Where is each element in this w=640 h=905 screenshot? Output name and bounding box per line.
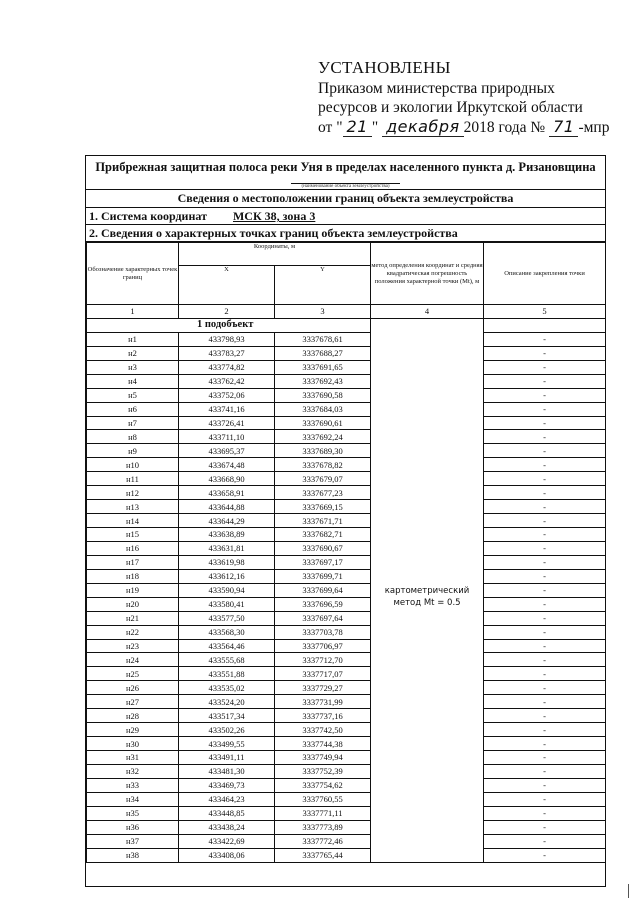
point-description: - bbox=[484, 681, 606, 695]
coord-x: 433464,23 bbox=[179, 792, 275, 806]
subobject-row bbox=[87, 318, 606, 332]
point-id: н7 bbox=[87, 416, 179, 430]
point-id: н33 bbox=[87, 778, 179, 792]
coord-y: 3337737,16 bbox=[275, 709, 371, 723]
coord-y: 3337678,82 bbox=[275, 458, 371, 472]
point-description: - bbox=[484, 569, 606, 583]
point-description: - bbox=[484, 402, 606, 416]
table-row bbox=[87, 528, 606, 542]
coord-y: 3337731,99 bbox=[275, 695, 371, 709]
coord-x: 433638,89 bbox=[179, 528, 275, 542]
point-id: н23 bbox=[87, 639, 179, 653]
coord-x: 433783,27 bbox=[179, 346, 275, 360]
point-id: н3 bbox=[87, 360, 179, 374]
col-y-header: Y bbox=[275, 266, 371, 305]
coord-x: 433711,10 bbox=[179, 430, 275, 444]
coord-y: 3337669,15 bbox=[275, 500, 371, 514]
table-row bbox=[87, 764, 606, 778]
point-id: н35 bbox=[87, 806, 179, 820]
point-description: - bbox=[484, 723, 606, 737]
coord-y: 3337749,94 bbox=[275, 751, 371, 765]
table-row bbox=[87, 444, 606, 458]
point-description: - bbox=[484, 346, 606, 360]
point-id: н36 bbox=[87, 820, 179, 834]
table-row bbox=[87, 416, 606, 430]
coord-y: 3337765,44 bbox=[275, 848, 371, 862]
table-row bbox=[87, 360, 606, 374]
coord-x: 433481,30 bbox=[179, 764, 275, 778]
point-id: н2 bbox=[87, 346, 179, 360]
coord-x: 433502,26 bbox=[179, 723, 275, 737]
coord-x: 433631,81 bbox=[179, 541, 275, 555]
table-row bbox=[87, 695, 606, 709]
point-id: н14 bbox=[87, 514, 179, 528]
point-description: - bbox=[484, 764, 606, 778]
table-row bbox=[87, 792, 606, 806]
order-line bbox=[318, 117, 618, 137]
coord-y: 3337754,62 bbox=[275, 778, 371, 792]
point-description: - bbox=[484, 541, 606, 555]
point-description: - bbox=[484, 458, 606, 472]
table-row bbox=[87, 500, 606, 514]
subobject-label: 1 подобъект bbox=[87, 318, 371, 332]
coord-x: 433741,16 bbox=[179, 402, 275, 416]
coord-y: 3337690,61 bbox=[275, 416, 371, 430]
coord-y: 3337760,55 bbox=[275, 792, 371, 806]
coord-y: 3337688,27 bbox=[275, 346, 371, 360]
table-row bbox=[87, 709, 606, 723]
point-id: н32 bbox=[87, 764, 179, 778]
coord-y: 3337744,38 bbox=[275, 737, 371, 751]
table-row bbox=[87, 737, 606, 751]
table-row bbox=[87, 430, 606, 444]
order-quote: " bbox=[371, 119, 379, 136]
table-row bbox=[87, 681, 606, 695]
coord-x: 433695,37 bbox=[179, 444, 275, 458]
coord-y: 3337729,27 bbox=[275, 681, 371, 695]
coord-x: 433491,11 bbox=[179, 751, 275, 765]
object-header bbox=[86, 156, 605, 190]
point-id: н15 bbox=[87, 528, 179, 542]
boundary-document bbox=[85, 155, 606, 887]
table-row bbox=[87, 402, 606, 416]
order-year: 2018 года № bbox=[463, 119, 546, 136]
point-id: н21 bbox=[87, 611, 179, 625]
point-description: - bbox=[484, 374, 606, 388]
col-num-5: 5 bbox=[484, 305, 606, 319]
point-id: н6 bbox=[87, 402, 179, 416]
point-description: - bbox=[484, 639, 606, 653]
point-id: н29 bbox=[87, 723, 179, 737]
column-numbers-row bbox=[87, 305, 606, 319]
point-description: - bbox=[484, 792, 606, 806]
table-row bbox=[87, 806, 606, 820]
coord-x: 433408,06 bbox=[179, 848, 275, 862]
coord-y: 3337742,50 bbox=[275, 723, 371, 737]
table-row bbox=[87, 751, 606, 765]
point-description: - bbox=[484, 611, 606, 625]
point-id: н38 bbox=[87, 848, 179, 862]
coord-x: 433469,73 bbox=[179, 778, 275, 792]
approval-stamp bbox=[318, 58, 618, 137]
point-id: н1 bbox=[87, 332, 179, 346]
coord-x: 433752,06 bbox=[179, 388, 275, 402]
coord-x: 433568,30 bbox=[179, 625, 275, 639]
table-row bbox=[87, 723, 606, 737]
coord-y: 3337677,23 bbox=[275, 486, 371, 500]
col-num-3: 3 bbox=[275, 305, 371, 319]
point-description: - bbox=[484, 555, 606, 569]
coord-x: 433422,69 bbox=[179, 834, 275, 848]
point-id: н16 bbox=[87, 541, 179, 555]
table-row bbox=[87, 555, 606, 569]
point-description: - bbox=[484, 388, 606, 402]
order-from: от " bbox=[318, 119, 343, 136]
point-description: - bbox=[484, 653, 606, 667]
coord-system-line bbox=[86, 208, 605, 225]
point-description: - bbox=[484, 514, 606, 528]
table-row bbox=[87, 583, 606, 597]
table-row bbox=[87, 597, 606, 611]
method-cell: картометрический метод Mt = 0.5 bbox=[371, 332, 484, 862]
coord-y: 3337703,78 bbox=[275, 625, 371, 639]
coord-x: 433658,91 bbox=[179, 486, 275, 500]
point-id: н27 bbox=[87, 695, 179, 709]
coord-y: 3337697,64 bbox=[275, 611, 371, 625]
coord-y: 3337771,11 bbox=[275, 806, 371, 820]
object-name: Прибрежная защитная полоса реки Уня в пределах населенного пункта д. Ризановщина bbox=[95, 160, 596, 174]
point-description: - bbox=[484, 444, 606, 458]
point-description: - bbox=[484, 500, 606, 514]
col-num-1: 1 bbox=[87, 305, 179, 319]
coord-x: 433438,24 bbox=[179, 820, 275, 834]
point-description: - bbox=[484, 778, 606, 792]
table-row bbox=[87, 820, 606, 834]
order-month: декабря bbox=[382, 117, 464, 137]
table-row bbox=[87, 611, 606, 625]
point-id: н24 bbox=[87, 653, 179, 667]
coord-x: 433590,94 bbox=[179, 583, 275, 597]
coord-y: 3337671,71 bbox=[275, 514, 371, 528]
point-description: - bbox=[484, 583, 606, 597]
coord-y: 3337696,59 bbox=[275, 597, 371, 611]
point-id: н17 bbox=[87, 555, 179, 569]
point-description: - bbox=[484, 834, 606, 848]
point-description: - bbox=[484, 416, 606, 430]
col-num-2: 2 bbox=[179, 305, 275, 319]
point-id: н8 bbox=[87, 430, 179, 444]
table-row bbox=[87, 625, 606, 639]
coord-x: 433535,02 bbox=[179, 681, 275, 695]
coord-x: 433644,88 bbox=[179, 500, 275, 514]
table-row bbox=[87, 346, 606, 360]
point-description: - bbox=[484, 737, 606, 751]
order-number: 71 bbox=[549, 117, 578, 137]
point-id: н22 bbox=[87, 625, 179, 639]
point-description: - bbox=[484, 332, 606, 346]
coord-y: 3337690,58 bbox=[275, 388, 371, 402]
point-description: - bbox=[484, 430, 606, 444]
coordinates-table bbox=[86, 242, 606, 863]
point-description: - bbox=[484, 597, 606, 611]
coord-x: 433517,34 bbox=[179, 709, 275, 723]
col-num-4: 4 bbox=[371, 305, 484, 319]
col-method-header: метод определения координат и средняя квадратическая погрешность положения характерной точки (Mt), м bbox=[371, 243, 484, 305]
point-description: - bbox=[484, 709, 606, 723]
point-description: - bbox=[484, 486, 606, 500]
point-id: н28 bbox=[87, 709, 179, 723]
col-coords-header: Координаты, м bbox=[179, 243, 371, 266]
coord-y: 3337684,03 bbox=[275, 402, 371, 416]
coord-y: 3337697,17 bbox=[275, 555, 371, 569]
table-row bbox=[87, 667, 606, 681]
point-description: - bbox=[484, 472, 606, 486]
coord-x: 433619,98 bbox=[179, 555, 275, 569]
table-row bbox=[87, 778, 606, 792]
table-row bbox=[87, 388, 606, 402]
coord-y: 3337699,64 bbox=[275, 583, 371, 597]
object-caption: (наименование объекта землеустройства) bbox=[291, 183, 399, 189]
point-id: н11 bbox=[87, 472, 179, 486]
coord-y: 3337772,46 bbox=[275, 834, 371, 848]
point-id: н20 bbox=[87, 597, 179, 611]
point-id: н10 bbox=[87, 458, 179, 472]
coord-x: 433577,50 bbox=[179, 611, 275, 625]
coord-y: 3337712,70 bbox=[275, 653, 371, 667]
point-id: н9 bbox=[87, 444, 179, 458]
point-description: - bbox=[484, 820, 606, 834]
point-id: н37 bbox=[87, 834, 179, 848]
coord-x: 433762,42 bbox=[179, 374, 275, 388]
table-row bbox=[87, 848, 606, 862]
coord-y: 3337691,65 bbox=[275, 360, 371, 374]
point-id: н12 bbox=[87, 486, 179, 500]
section-title: Сведения о местоположении границ объекта землеустройства bbox=[86, 190, 605, 208]
approval-line-1: Приказом министерства природных bbox=[318, 80, 555, 97]
table-row bbox=[87, 569, 606, 583]
point-id: н26 bbox=[87, 681, 179, 695]
point-description: - bbox=[484, 528, 606, 542]
coord-x: 433674,48 bbox=[179, 458, 275, 472]
subobject-method-cell bbox=[371, 318, 484, 332]
points-title: 2. Сведения о характерных точках границ объекта землеустройства bbox=[86, 225, 605, 242]
table-row bbox=[87, 541, 606, 555]
col-desc-header: Описание закрепления точки bbox=[484, 243, 606, 305]
point-id: н13 bbox=[87, 500, 179, 514]
order-day: 21 bbox=[343, 117, 372, 137]
coord-x: 433774,82 bbox=[179, 360, 275, 374]
point-description: - bbox=[484, 751, 606, 765]
page-edge-mark bbox=[628, 884, 629, 898]
point-id: н4 bbox=[87, 374, 179, 388]
table-row bbox=[87, 458, 606, 472]
coord-y: 3337692,24 bbox=[275, 430, 371, 444]
object-caption-wrap bbox=[86, 184, 605, 189]
coord-y: 3337752,39 bbox=[275, 764, 371, 778]
point-id: н19 bbox=[87, 583, 179, 597]
point-description: - bbox=[484, 848, 606, 862]
coord-y: 3337773,89 bbox=[275, 820, 371, 834]
coord-x: 433798,93 bbox=[179, 332, 275, 346]
subobject-desc-cell bbox=[484, 318, 606, 332]
coord-system-label: 1. Система координат bbox=[89, 209, 207, 223]
coord-y: 3337682,71 bbox=[275, 528, 371, 542]
coord-x: 433644,29 bbox=[179, 514, 275, 528]
coord-x: 433668,90 bbox=[179, 472, 275, 486]
coord-y: 3337717,07 bbox=[275, 667, 371, 681]
point-description: - bbox=[484, 695, 606, 709]
table-row bbox=[87, 472, 606, 486]
point-description: - bbox=[484, 360, 606, 374]
coord-y: 3337706,97 bbox=[275, 639, 371, 653]
coord-x: 433499,55 bbox=[179, 737, 275, 751]
coord-y: 3337692,43 bbox=[275, 374, 371, 388]
table-row bbox=[87, 834, 606, 848]
coord-x: 433612,16 bbox=[179, 569, 275, 583]
point-id: н5 bbox=[87, 388, 179, 402]
point-id: н31 bbox=[87, 751, 179, 765]
table-row bbox=[87, 486, 606, 500]
coord-y: 3337690,67 bbox=[275, 541, 371, 555]
point-description: - bbox=[484, 625, 606, 639]
point-id: н18 bbox=[87, 569, 179, 583]
coord-y: 3337679,07 bbox=[275, 472, 371, 486]
table-row bbox=[87, 639, 606, 653]
coord-x: 433564,46 bbox=[179, 639, 275, 653]
coord-x: 433448,85 bbox=[179, 806, 275, 820]
point-description: - bbox=[484, 667, 606, 681]
point-id: н25 bbox=[87, 667, 179, 681]
coord-x: 433726,41 bbox=[179, 416, 275, 430]
coord-system-value: МСК 38, зона 3 bbox=[232, 209, 316, 223]
point-description: - bbox=[484, 806, 606, 820]
coord-x: 433555,68 bbox=[179, 653, 275, 667]
table-row bbox=[87, 332, 606, 346]
point-id: н30 bbox=[87, 737, 179, 751]
approval-title: УСТАНОВЛЕНЫ bbox=[318, 58, 451, 77]
coord-x: 433551,88 bbox=[179, 667, 275, 681]
coord-x: 433580,41 bbox=[179, 597, 275, 611]
table-row bbox=[87, 514, 606, 528]
approval-line-2: ресурсов и экологии Иркутской области bbox=[318, 99, 583, 116]
col-point-header: Обозначение характерных точек границ bbox=[87, 243, 179, 305]
order-suffix: -мпр bbox=[578, 119, 610, 136]
coord-x: 433524,20 bbox=[179, 695, 275, 709]
coord-y: 3337699,71 bbox=[275, 569, 371, 583]
table-row bbox=[87, 653, 606, 667]
coord-y: 3337689,30 bbox=[275, 444, 371, 458]
point-id: н34 bbox=[87, 792, 179, 806]
table-row bbox=[87, 374, 606, 388]
coord-y: 3337678,61 bbox=[275, 332, 371, 346]
col-x-header: X bbox=[179, 266, 275, 305]
